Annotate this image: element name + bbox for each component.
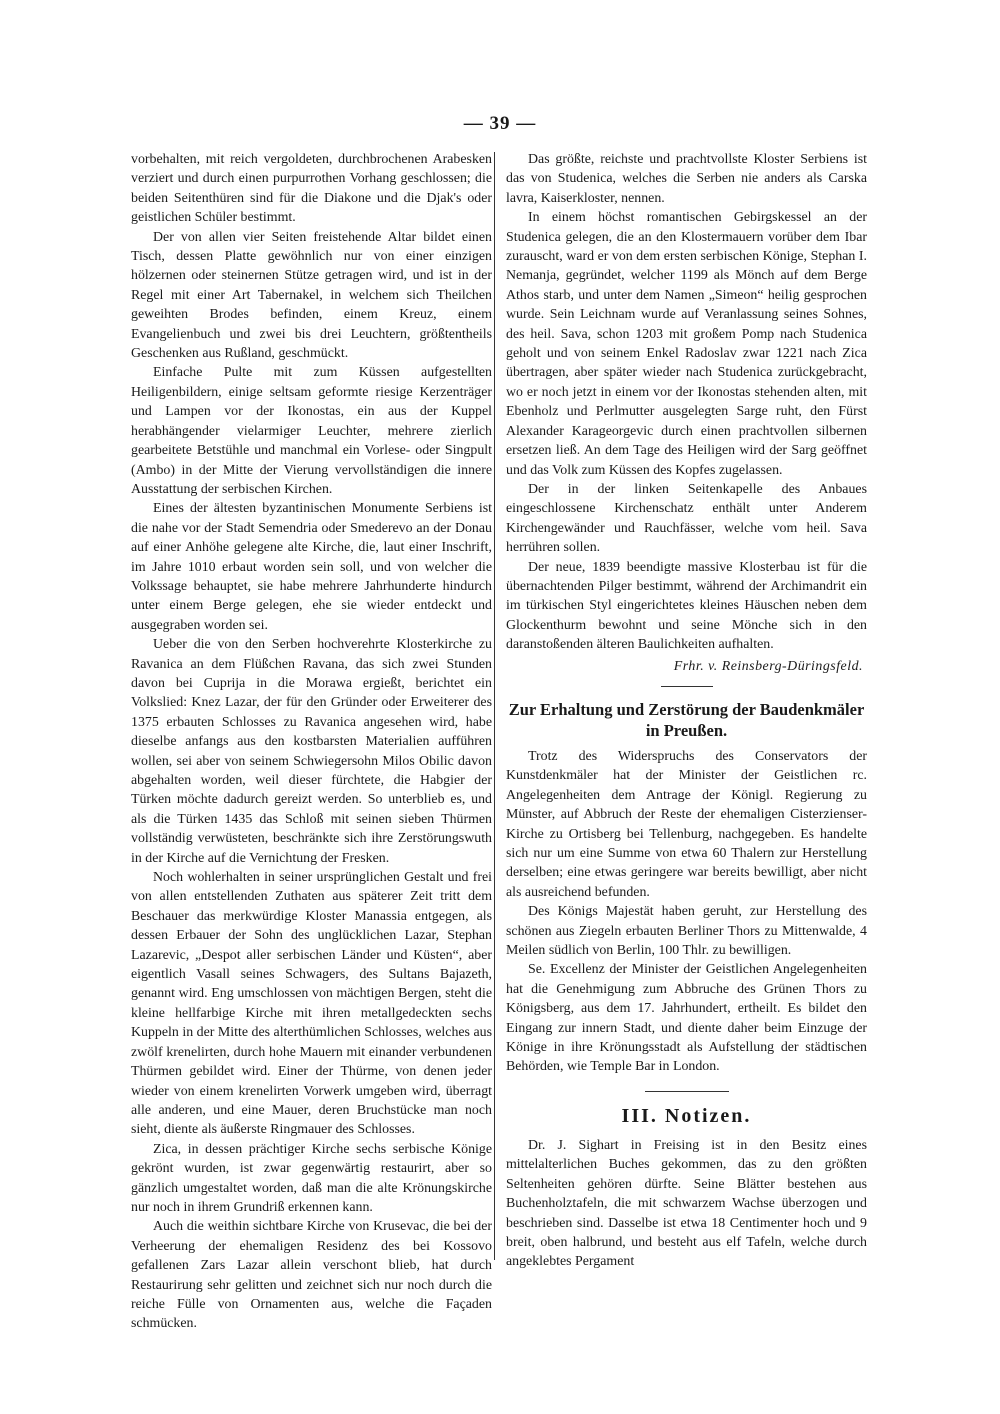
paragraph: Dr. J. Sighart in Freising ist in den Besitz eines mittelalterlichen Buches gekommen, das zu den größten Seltenheiten gehören dürfte. Seine Blätter bestehen aus Buchenholztafeln, die mit schwarzem Wachse überzogen und beschrieben sind. Dasselbe ist etwa 18 Centimenter hoch und 9 breit, oben halbrund, und besteht aus elf Tafeln, welche durch angeklebtes Pergament [506, 1137, 867, 1270]
left-column [131, 150, 492, 1334]
paragraph: Das größte, reichste und prachtvollste Kloster Serbiens ist das von Studenica, welches die Serben nie anders als Carska lavra, Kaiserkloster, nennen. [506, 152, 867, 206]
section-divider [645, 1091, 729, 1092]
paragraph: Des Königs Majestät haben geruht, zur Herstellung des schönen aus Ziegeln erbauten Berliner Thors zu Mittenwalde, 4 Meilen südlich von Berlin, 100 Thlr. zu bewilligen. [506, 904, 867, 959]
paragraph: Se. Excellenz der Minister der Geistlichen Angelegenheiten hat die Genehmigung zum Abbruche des Grünen Thors zu Königsberg, aus dem 17. Jahrhundert, ertheilt. Es bildet den Eingang zur innern Stadt, und diente daher beim Einzuge der Könige in ihre Krönungsstadt als Aufstellung der städtischen Behörden, wie Temple Bar in London. [506, 962, 867, 1075]
paragraph: Auch die weithin sichtbare Kirche von Krusevac, die bei der Verheerung der ehemaligen Residenz des bei Kossovo gefallenen Zars Lazar allein verschont blieb, hat durch Restaurirung sehr gelitten und zeichnet sich nur noch durch die reiche Fülle von Ornamenten aus, welche die Façaden schmücken. [131, 1219, 492, 1332]
column-divider [494, 152, 495, 1260]
author-signature: Frhr. v. Reinsberg-Düringsfeld. [673, 658, 863, 674]
section-title: III. Notizen. [621, 1104, 752, 1127]
paragraph: Zica, in dessen prächtiger Kirche sechs serbische Könige gekrönt wurden, ist zwar gegenwärtig restaurirt, aber so gänzlich umgestaltet worden, daß man die alte Krönungskirche nur noch in ihrem Grundriß erkennen kann. [131, 1141, 492, 1215]
paragraph: Noch wohlerhalten in seiner ursprünglichen Gestalt und frei von allen entstellenden Zuthaten aus späterer Zeit tritt dem Beschauer das merkwürdige Kloster Manassia entgegen, als dessen Erbauer der Sohn des unglücklichen Lazar, Stephan Lazarevic, „Despot aller serbischen Länder und Küsten“, aber eigentlich Vasall seines Schwagers, des Sultans Bajazeth, genannt wird. Eng umschlossen von mächtigen Bergen, steht die kleine hellfarbige Kirche mit ihren metallgedeckten sechs Kuppeln in der Mitte des alterthümlichen Schlosses, welches aus zwölf krenelirten, durch hohe Mauern mit einander verbundenen Thürmen gebildet wird. Einer der Thürme, von denen jeder wieder von einem krenelirten Vorwerk umgeben wird, überragt alle anderen, und eine Mauer, deren Bruchstücke man noch sieht, diente als äußerste Ringmauer des Schlosses. [131, 870, 492, 1138]
page-number: — 39 — [463, 113, 537, 134]
paragraph: In einem höchst romantischen Gebirgskessel an der Studenica gelegen, die an den Klostermauern vorüber dem Ibar zurauscht, ward er von dem ersten serbischen Könige, Stephan I. Nemanja, gegründet, welcher 1199 als Mönch auf dem Berge Athos starb, und unter dem Namen „Simeon“ heilig gesprochen wurde. Sein Leichnam wurde auf Veranlassung seines Sohnes, des heil. Sava, schon 1203 mit großem Pomp nach Studenica geholt und von seinem Enkel Radoslav zwar 1221 nach Zica übertragen, aber später wieder nach Studenica zurückgebracht, wo er noch jetzt in einem vor der Ikonostas stehenden alten, mit Ebenholz und Perlmutter ausgelegten Sarge ruht, den Fürst Alexander Karageorgevic durch einen prachtvollen silbernen ersetzen ließ. An dem Tage des Heiligen wird der Sarg geöffnet und das Volk zum Küssen des Kopfes zugelassen. [506, 210, 867, 478]
article-title: Zur Erhaltung und Zerstörung der Baudenkmäler in Preußen. [508, 699, 865, 740]
paragraph: Eines der ältesten byzantinischen Monumente Serbiens ist die nahe vor der Stadt Semendria oder Smederevo an der Donau auf einer Anhöhe gelegene alte Kirche, die, laut einer Inschrift, im Jahre 1010 erbaut worden sein soll, und von welcher die Volkssage behauptet, sie habe mehrere Jahrhunderte hindurch unter einem Berge gelegen, ehe sie wieder entdeckt und ausgegraben worden sei. [131, 501, 492, 633]
right-column [506, 150, 867, 1272]
paragraph: Einfache Pulte mit zum Küssen aufgestellten Heiligenbildern, einige seltsam geformte riesige Kerzenträger und Lampen vor der Ikonostas, ein aus der Kuppel herabhängender vielarmiger Leuchter, mehrere zierlich gearbeitete Betstühle und manchmal ein Vorlese- oder Singpult (Ambo) in der Mitte der Vierung vervollständigen die innere Ausstattung der serbischen Kirchen. [131, 365, 492, 497]
paragraph: Der von allen vier Seiten freistehende Altar bildet einen Tisch, dessen Platte gewöhnlich nur von einer einzigen hölzernen oder steinernen Stütze getragen wird, und ist in der Regel mit einer Art Tabernakel, in welchem sich Theilchen geweihten Brodes befinden, einem Kreuz, einem Evangelienbuch und zwei bis drei Leuchtern, größtentheils Geschenken aus Rußland, geschmückt. [131, 229, 492, 362]
paragraph: Trotz des Widerspruchs des Conservators der Kunstdenkmäler hat der Minister der Geistlichen rc. Angelegenheiten dem Antrage der Königl. Regierung zu Münster, auf Abbruch der Reste der ehemaligen Cisterzienser-Kirche zu Ortisberg bei Tellenburg, nachgegeben. Es handelte sich nur um eine Summe von etwa 60 Thalern zur Herstellung derselben; eine etwas geringere war bereits bewilligt, aber nicht als ausreichend befunden. [506, 748, 867, 900]
section-divider [661, 686, 713, 687]
paragraph: vorbehalten, mit reich vergoldeten, durchbrochenen Arabesken verziert und durch einen purpurrothen Vorhang geschlossen; die beiden Seitenthüren sind für die Diakone und die Djak's oder geistlichen Schüler bestimmt. [131, 152, 492, 226]
paragraph: Der neue, 1839 beendigte massive Klosterbau ist für die übernachtenden Pilger bestimmt, während der Archimandrit ein im türkischen Styl eingerichtetes kleines Häuschen neben dem Glockenthurm bewohnt und seine Mönche sich in den daranstoßenden älteren Baulichkeiten aufhalten. [506, 559, 867, 653]
paragraph: Der in der linken Seitenkapelle des Anbaues eingeschlossene Kirchenschatz enthält unter Anderem Kirchengewänder und Rauchfässer, welche vom heil. Sava herrühren sollen. [506, 481, 867, 556]
paragraph: Ueber die von den Serben hochverehrte Klosterkirche zu Ravanica an dem Flüßchen Ravana, das sich zwei Stunden davon bei Cuprija in die Morawa ergießt, berichtet ein Volkslied: Knez Lazar, der für den Gründer oder Erweiterer des 1375 erbauten Schlosses zu Ravanica angesehen wird, habe dieselbe anfangs aus den kostbarsten Materialien aufführen wollen, sei aber von seinem Schwiegersohn Milos Obilic davon abgehalten worden, weil dieser fürchtete, die Habgier der Türken möchte dadurch gereizt werden. So unterblieb es, und als die Türken 1435 das Schloß mit seinen sieben Thürmen vollständig verwüsteten, beschränkte sich ihre Zerstörungswuth in der Kirche auf die Vernichtung der Fresken. [131, 637, 492, 866]
